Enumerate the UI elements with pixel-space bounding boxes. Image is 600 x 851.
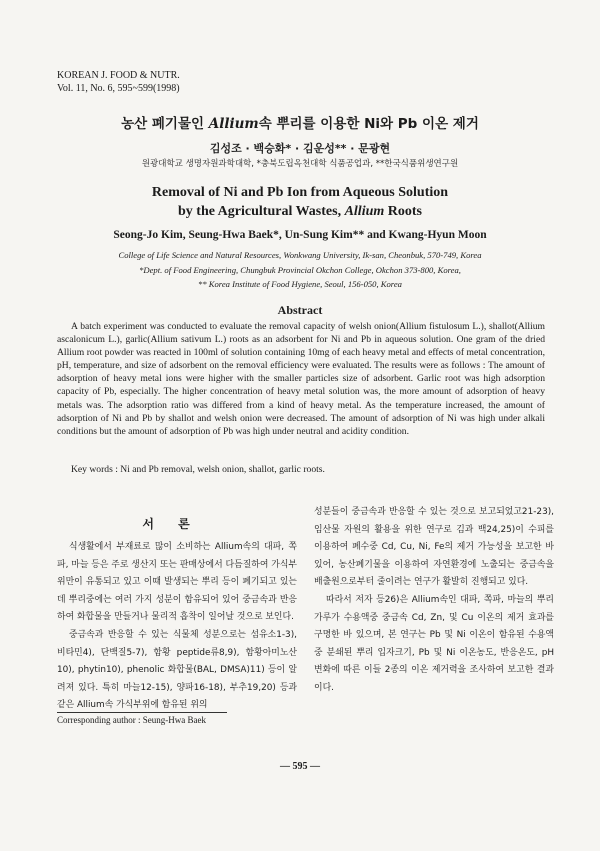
affiliation-1: College of Life Science and Natural Resources, Wonkwang University, Ik-san, Cheonbuk, 570-749, Korea xyxy=(118,250,482,260)
korean-affiliations: 원광대학교 생명자원과학대학, *충북도립옥천대학 식품공업과, **한국식품위생연구원 xyxy=(141,159,459,169)
journal-volume: Vol. 11, No. 6, 595~599(1998) xyxy=(57,83,180,94)
journal-citation xyxy=(57,69,180,95)
korean-title xyxy=(0,112,600,132)
korean-title-post: 속 뿌리를 이용한 Ni와 Pb 이온 제거 xyxy=(258,116,479,132)
english-authors: Seong-Jo Kim, Seung-Hwa Baek*, Un-Sung Kim** and Kwang-Hyun Moon xyxy=(113,229,487,241)
korean-title-pre: 농산 폐기물인 xyxy=(121,116,209,132)
english-title-line2-post: Roots xyxy=(384,204,422,219)
intro-paragraph-3: 따라서 저자 등26)은 Allium속인 대파, 쪽파, 마늘의 뿌리 가루가 수용액중 중금속 Cd, Zn, 및 Cu 이온의 제거 효과를 구명한 바 있으며, 본 연구는 Pb 및 Ni 이온이 함유된 수용액 중 분쇄된 뿌리 입자크기, Pb 및 Ni 이온농도, 반응온도, pH 변화에 따른 이들 2종의 이온 제거력을 조사하여 보고한 결과이다. xyxy=(314,594,554,693)
abstract-text: A batch experiment was conducted to evaluate the removal capacity of welsh onion(Allium fistulosum L.), shallot(Allium ascalonicum L.), garlic(Allium sativum L.) roots as an adsorbent for Ni and Pb in aqueous solution. One gram of the dried Allium root powder was reacted in 100ml of solution containing 10mg of each heavy metal and effects of metal concentration, pH, temperature, and size of adsorbent on the removal efficiency were evaluated. The results were as follows : The amount of adsorption of heavy metal ions were higher with the smaller particles size of adsorbent. Garlic root was high adsorption capacity of Pb, especially. The higher concentration of heavy metal solution was, the more amount of adsorption of heavy metals was. The adsorption ratio was differed from a kind of heavy metal. As the temperature increased, the amount of adsorption of Ni and Pb by shallot and welsh onion were decreased. The amount of adsorption of Ni was high under alkali conditions but the amount of adsorption of Pb was high under neutral and acidity condition. xyxy=(57,321,545,437)
english-affiliations xyxy=(0,248,600,292)
abstract-body xyxy=(57,320,545,438)
english-title-genus: Allium xyxy=(344,204,385,219)
korean-title-genus: Allium xyxy=(208,116,259,132)
right-column xyxy=(314,504,554,698)
left-column xyxy=(57,539,297,715)
intro-paragraph-2: 중금속과 반응할 수 있는 식물체 성분으로는 섬유소1-3), 비타민4), 단백질5-7), 함황 peptide류8,9), 함황아미노산10), phytin10), phenolic 화합물(BAL, DMSA)11) 등이 알려져 있다. 특히 마늘12-15), 양파16-18), 부추19,20) 등과 같은 Allium속 가식부위에 함유된 위의 xyxy=(57,629,297,711)
intro-paragraph-2-continued: 성분들이 중금속과 반응할 수 있는 것으로 보고되었고21-23), 임산물 자원의 활용을 위한 연구로 김과 백24,25)이 수피를 이용하여 폐수중 Cd, Cu, Ni, Fe의 제거 가능성을 보고한 바 있어, 농산폐기물을 이용하여 자연환경에 노출되는 중금속을 배출원으로부터 줄이려는 연구가 활발히 진행되고 있다. xyxy=(314,507,554,588)
section-heading-introduction: 서 론 xyxy=(142,517,200,531)
korean-authors: 김성조 · 백승화* · 김운성** · 문광현 xyxy=(209,142,391,155)
footnote-divider xyxy=(57,712,227,713)
page-number: — 595 — xyxy=(280,761,320,772)
english-title-line2-pre: by the Agricultural Wastes, xyxy=(178,204,345,219)
corresponding-author: Corresponding author : Seung-Hwa Baek xyxy=(57,715,206,725)
affiliation-3: ** Korea Institute of Food Hygiene, Seoul, 156-050, Korea xyxy=(198,279,402,289)
abstract-heading: Abstract xyxy=(277,303,323,317)
english-title-line1: Removal of Ni and Pb Ion from Aqueous Solution xyxy=(151,185,449,200)
english-title-line2 xyxy=(0,202,600,221)
journal-name: KOREAN J. FOOD & NUTR. xyxy=(57,70,180,81)
intro-paragraph-1: 식생활에서 부재료로 많이 소비하는 Allium속의 대파, 쪽파, 마늘 등은 주로 생산지 또는 판매상에서 다듬질하여 가식부위만이 유통되고 있고 이때 발생되는 뿌리 등이 폐기되고 있는데 뿌리중에는 여러 가지 성분이 함유되어 있어 중금속과 반응하여 화합물을 만들거나 물리적 흡착이 일어날 것으로 보인다. xyxy=(57,542,297,623)
english-title xyxy=(0,183,600,221)
affiliation-2: *Dept. of Food Engineering, Chungbuk Provincial Okchon College, Okchon 373-800, Korea, xyxy=(139,264,461,275)
keywords: Key words : Ni and Pb removal, welsh onion, shallot, garlic roots. xyxy=(71,464,325,475)
